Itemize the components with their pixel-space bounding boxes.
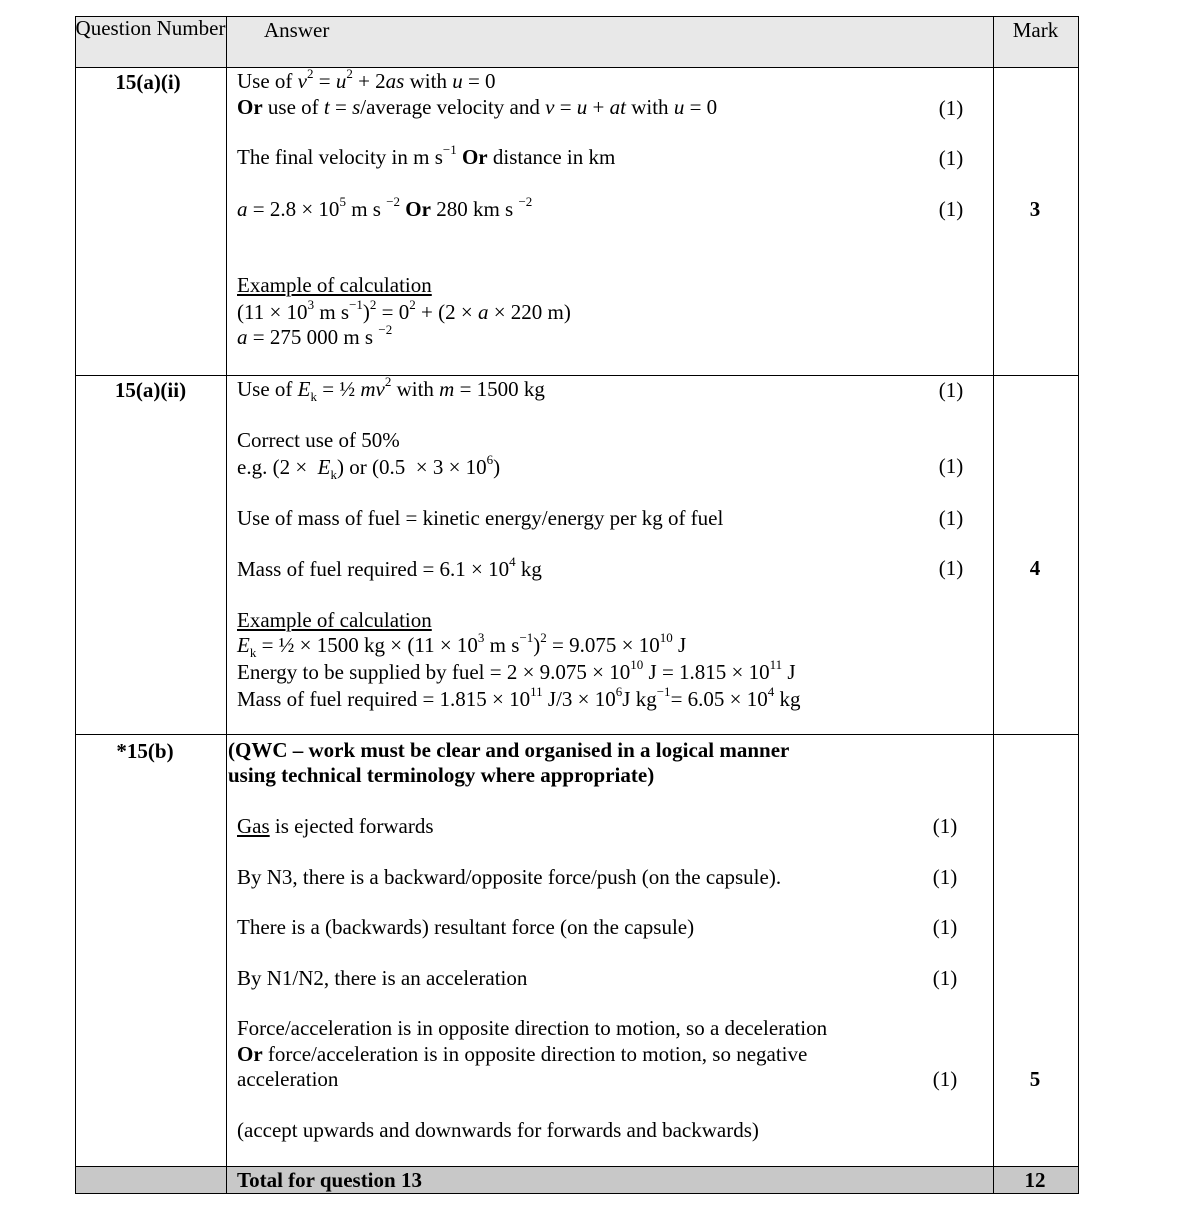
answer-line: Use of $v^2 = u^2 + 2as$ with u = 0: [237, 66, 496, 93]
answer-line: Force/acceleration is in opposite direction to motion, so a deceleration: [237, 1016, 828, 1040]
column-divider-1: [226, 16, 227, 1194]
mark-point: (1): [938, 556, 964, 580]
example-line: a = 275 000 m s $^{-2}$: [237, 322, 393, 349]
header-mark: Mark: [1012, 18, 1059, 42]
mark-point: (1): [938, 146, 964, 170]
answer-line: By N1/N2, there is an acceleration: [237, 966, 528, 990]
table-border-left: [75, 16, 76, 1194]
mark-point: (1): [938, 378, 964, 402]
answer-line: Gas is ejected forwards: [237, 814, 434, 838]
mark-point: (1): [932, 865, 958, 889]
row-divider-2: [75, 734, 1079, 735]
qwc-line: (QWC – work must be clear and organised in a logical manner: [228, 738, 790, 762]
mark-scheme-table: [75, 16, 1079, 1194]
mark-total-15aii: 4: [1029, 556, 1041, 580]
total-label: Total for question 13: [237, 1168, 422, 1192]
mark-point: (1): [938, 454, 964, 478]
column-divider-2: [993, 16, 994, 1194]
mark-point: (1): [932, 1067, 958, 1091]
table-border-bottom: [75, 1193, 1079, 1194]
answer-line: Use of $E_k$ = ½ $mv^2$ with m = 1500 kg: [237, 374, 545, 405]
example-line: $E_k$ = ½ × 1500 kg × ($11 \times 10^3$ m $s^{-1})^2 = 9.075 \times 10^{10}$ J: [237, 630, 687, 661]
answer-line: The final velocity in m $s^{-1}$ Or distance in km: [237, 142, 616, 169]
mark-point: (1): [938, 506, 964, 530]
answer-line: acceleration: [237, 1067, 339, 1091]
mark-point: (1): [932, 915, 958, 939]
header-divider: [75, 67, 1079, 68]
mark-point: (1): [932, 814, 958, 838]
answer-note: (accept upwards and downwards for forwards and backwards): [237, 1118, 759, 1142]
mark-total-15b: 5: [1029, 1067, 1041, 1091]
total-mark: 12: [1024, 1168, 1046, 1192]
example-line: Energy to be supplied by fuel = $2 \times 9.075 \times 10^{10}$ $J = 1.815 \times 10^{11}$ J: [237, 657, 796, 684]
answer-line: e.g. $(2 \times E_k)$ or $(0.5 \times 3 \times 10^6)$: [237, 452, 501, 483]
question-number-15aii: 15(a)(ii): [114, 378, 187, 402]
question-number-15b: *15(b): [116, 739, 174, 763]
answer-line: By N3, there is a backward/opposite force/push (on the capsule).: [237, 865, 782, 889]
answer-line: Correct use of 50%: [237, 428, 400, 452]
header-question-number: Question Number: [75, 16, 226, 40]
mark-total-15ai: 3: [1029, 197, 1041, 221]
row-divider-3: [75, 1166, 1079, 1167]
row-divider-1: [75, 375, 1079, 376]
answer-line: $a = 2.8 \times 10^5$ m s $^{-2}$ Or 280 km s $^{-2}$: [237, 194, 533, 221]
mark-point: (1): [938, 96, 964, 120]
answer-line: There is a (backwards) resultant force (on the capsule): [237, 915, 695, 939]
answer-line: Or use of t = s/average velocity and v = u + at with u = 0: [237, 95, 718, 119]
example-heading: Example of calculation: [237, 273, 432, 297]
answer-line: Mass of fuel required = $6.1 \times 10^4$ kg: [237, 554, 542, 581]
example-line: ($11 \times 10^3$ m $s^{-1})^2 = 0^2 + (2 \times a \times 220$ m): [237, 297, 571, 324]
answer-line: Or force/acceleration is in opposite direction to motion, so negative: [237, 1042, 808, 1066]
mark-point: (1): [938, 197, 964, 221]
answer-line: Use of mass of fuel = kinetic energy/energy per kg of fuel: [237, 506, 724, 530]
example-line: Mass of fuel required = $1.815 \times 10^{11}$ $J/3 \times 10^6J$ $kg^{-1}= 6.05 \times 10^4$ kg: [237, 684, 801, 711]
header-answer: Answer: [264, 18, 330, 42]
mark-point: (1): [932, 966, 958, 990]
table-border-right: [1078, 16, 1079, 1194]
example-heading: Example of calculation: [237, 608, 432, 632]
question-number-15ai: 15(a)(i): [115, 70, 181, 94]
qwc-line: using technical terminology where appropriate): [228, 763, 655, 787]
